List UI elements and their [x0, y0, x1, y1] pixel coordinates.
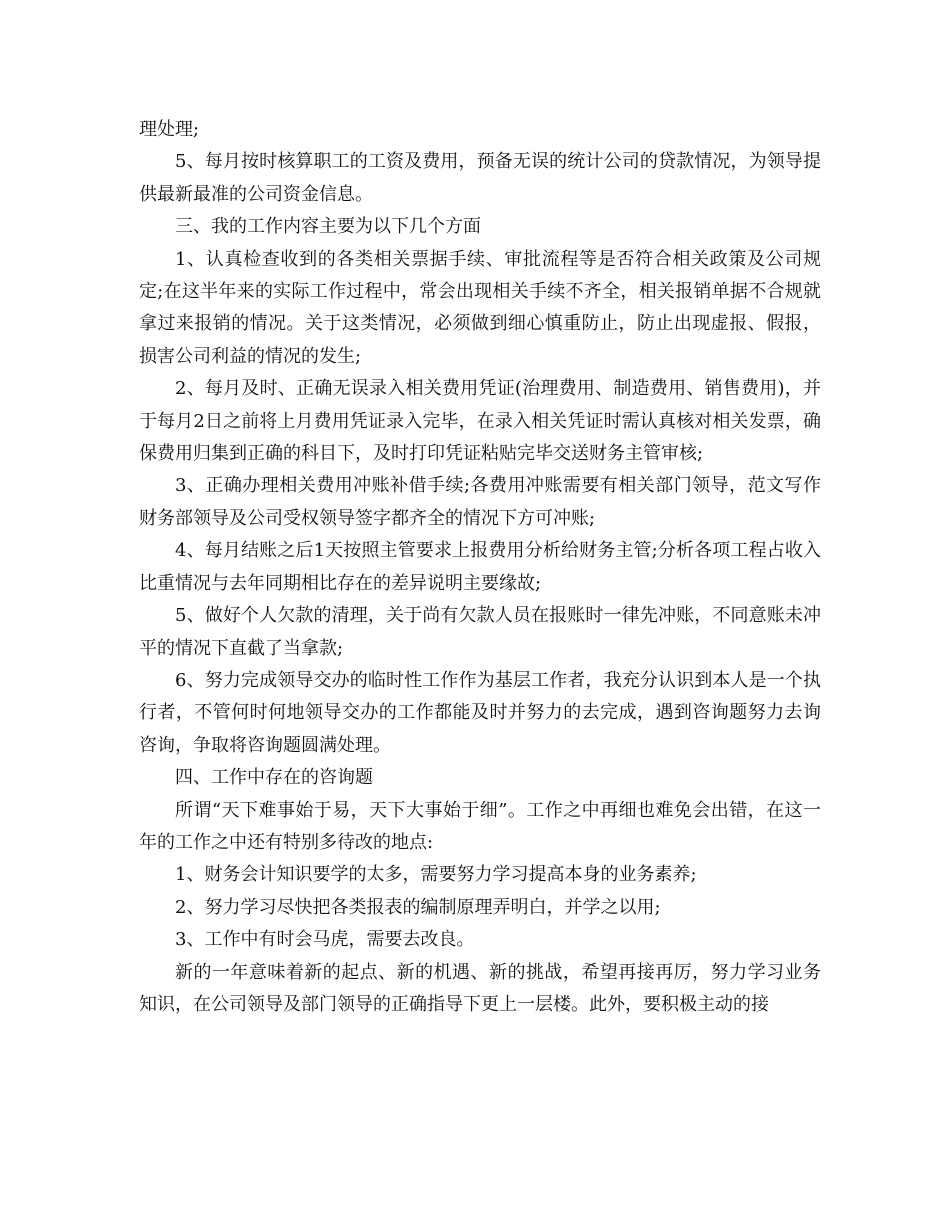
paragraph-item-3-reimbursement: 3、正确办理相关费用冲账补借手续;各费用冲账需要有相关部门领导，范文写作财务部领导及公司受权领导签字都齐全的情况下方可冲账;	[139, 475, 821, 529]
paragraph-item-4-analysis: 4、每月结账之后1天按照主管要求上报费用分析给财务主管;分析各项工程占收入比重情况与去年同期相比存在的差异说明主要缘故;	[139, 540, 821, 594]
paragraph-item-2-vouchers: 2、每月及时、正确无误录入相关费用凭证(治理费用、制造费用、销售费用)，并于每月2日之前将上月费用凭证录入完毕，在录入相关凭证时需认真核对相关发票，确保费用归集到正确的科目下，及时打印凭证粘贴完毕交送财务主管审核;	[139, 378, 821, 465]
section-heading-3: 三、我的工作内容主要为以下几个方面	[175, 216, 481, 238]
paragraph-continuation: 理处理;	[139, 119, 200, 140]
paragraph-item-5-loans: 5、做好个人欠款的清理，关于尚有欠款人员在报账时一律先冲账，不同意账未冲平的情况下直截了当拿款;	[139, 605, 821, 659]
paragraph-problem-2: 2、努力学习尽快把各类报表的编制原理弄明白，并学之以用;	[175, 896, 661, 918]
section-heading-4: 四、工作中存在的咨询题	[175, 767, 373, 789]
paragraph-item-5-salary: 5、每月按时核算职工的工资及费用，预备无误的统计公司的贷款情况，为领导提供最新最准的公司资金信息。	[139, 151, 821, 205]
paragraph-new-year: 新的一年意味着新的起点、新的机遇、新的挑战，希望再接再厉，努力学习业务知识，在公司领导及部门领导的正确指导下更上一层楼。此外，要积极主动的接	[139, 961, 821, 1015]
paragraph-problem-3: 3、工作中有时会马虎，需要去改良。	[175, 929, 475, 951]
paragraph-problems-intro: 所谓“天下难事始于易，天下大事始于细”。工作之中再细也难免会出错，在这一年的工作之中还有特别多待改的地点:	[139, 799, 821, 853]
paragraph-problem-1: 1、财务会计知识要学的太多，需要努力学习提高本身的业务素养;	[175, 864, 697, 886]
paragraph-item-6-tasks: 6、努力完成领导交办的临时性工作作为基层工作者，我充分认识到本人是一个执行者，不管何时何地领导交办的工作都能及时并努力的去完成，遇到咨询题努力去询咨询，争取将咨询题圆满处理。	[139, 669, 821, 756]
document-body	[139, 114, 821, 1021]
paragraph-item-1-review: 1、认真检查收到的各类相关票据手续、审批流程等是否符合相关政策及公司规定;在这半年来的实际工作过程中，常会出现相关手续不齐全，相关报销单据不合规就拿过来报销的情况。关于这类情况，必须做到细心慎重防止，防止出现虚报、假报，损害公司利益的情况的发生;	[139, 248, 821, 367]
